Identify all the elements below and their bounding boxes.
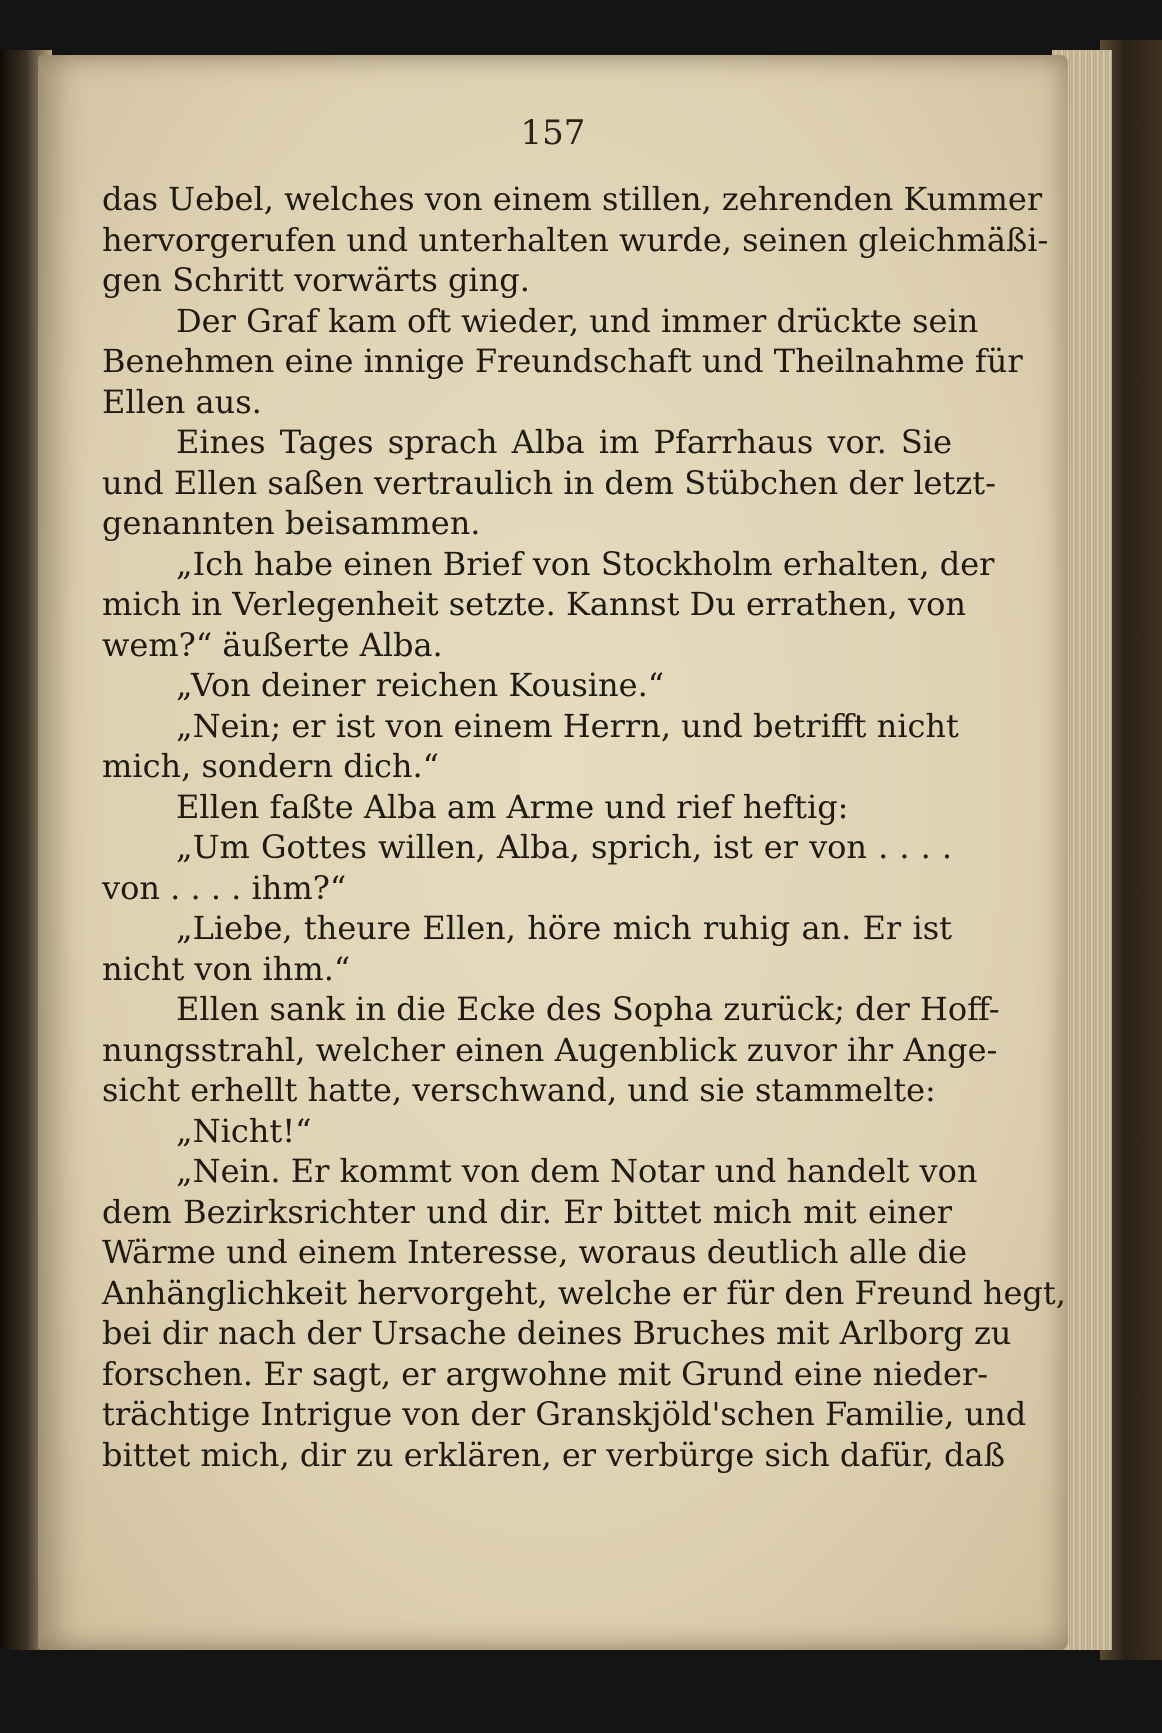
text-line: Ellen aus. xyxy=(102,382,262,421)
text-line: trächtige Intrigue von der Granskjöld'schen Familie, und xyxy=(102,1395,1027,1433)
text-line: „Liebe, theure Ellen, höre mich ruhig an. Er ist xyxy=(176,909,952,947)
text-line: „Von deiner reichen Kousine.“ xyxy=(176,666,665,704)
text-line: „Nein; er ist von einem Herrn, und betrifft nicht xyxy=(176,706,959,745)
text-line: sicht erhellt hatte, verschwand, und sie stammelte: xyxy=(102,1071,936,1109)
text-line: genannten beisammen. xyxy=(102,504,481,542)
page-text xyxy=(102,179,1066,1475)
text-line: Benehmen eine innige Freundschaft und Theilnahme für xyxy=(102,342,1023,380)
text-line: gen Schritt vorwärts ging. xyxy=(102,261,530,299)
text-line: wem?“ äußerte Alba. xyxy=(102,625,443,664)
text-line: bei dir nach der Ursache deines Bruches mit Arlborg zu xyxy=(102,1314,1012,1352)
text-line: mich in Verlegenheit setzte. Kannst Du errathen, von xyxy=(102,585,966,623)
text-line: und Ellen saßen vertraulich in dem Stübchen der letzt- xyxy=(102,463,996,502)
text-line: „Ich habe einen Brief von Stockholm erhalten, der xyxy=(176,544,995,583)
text-line: „Um Gottes willen, Alba, sprich, ist er von . . . . xyxy=(176,828,952,866)
text-line: Ellen faßte Alba am Arme und rief heftig: xyxy=(176,787,849,826)
text-line: Der Graf kam oft wieder, und immer drückte sein xyxy=(176,301,979,340)
text-line: nungsstrahl, welcher einen Augenblick zuvor ihr Ange- xyxy=(102,1030,998,1069)
text-line: Eines Tages sprach Alba im Pfarrhaus vor. Sie xyxy=(176,423,952,461)
text-line: bittet mich, dir zu erklären, er verbürge sich dafür, daß xyxy=(102,1435,1005,1474)
text-line: mich, sondern dich.“ xyxy=(102,747,440,785)
text-line: das Uebel, welches von einem stillen, zehrenden Kummer xyxy=(102,180,1043,218)
text-line: von . . . . ihm?“ xyxy=(102,868,347,907)
page-number: 157 xyxy=(520,113,586,153)
text-line: „Nicht!“ xyxy=(176,1111,312,1150)
text-line: Ellen sank in die Ecke des Sopha zurück; der Hoff- xyxy=(176,990,1000,1028)
text-line: forschen. Er sagt, er argwohne mit Grund eine nieder- xyxy=(102,1354,989,1393)
text-line: Anhänglichkeit hervorgeht, welche er für den Freund hegt, xyxy=(102,1273,1066,1312)
book-page xyxy=(38,55,1068,1650)
text-line: „Nein. Er kommt von dem Notar und handelt von xyxy=(176,1152,978,1190)
text-line: dem Bezirksrichter und dir. Er bittet mich mit einer xyxy=(102,1192,952,1231)
text-line: nicht von ihm.“ xyxy=(102,949,351,988)
text-line: hervorgerufen und unterhalten wurde, seinen gleichmäßi- xyxy=(102,220,1049,259)
text-line: Wärme und einem Interesse, woraus deutlich alle die xyxy=(102,1233,968,1271)
